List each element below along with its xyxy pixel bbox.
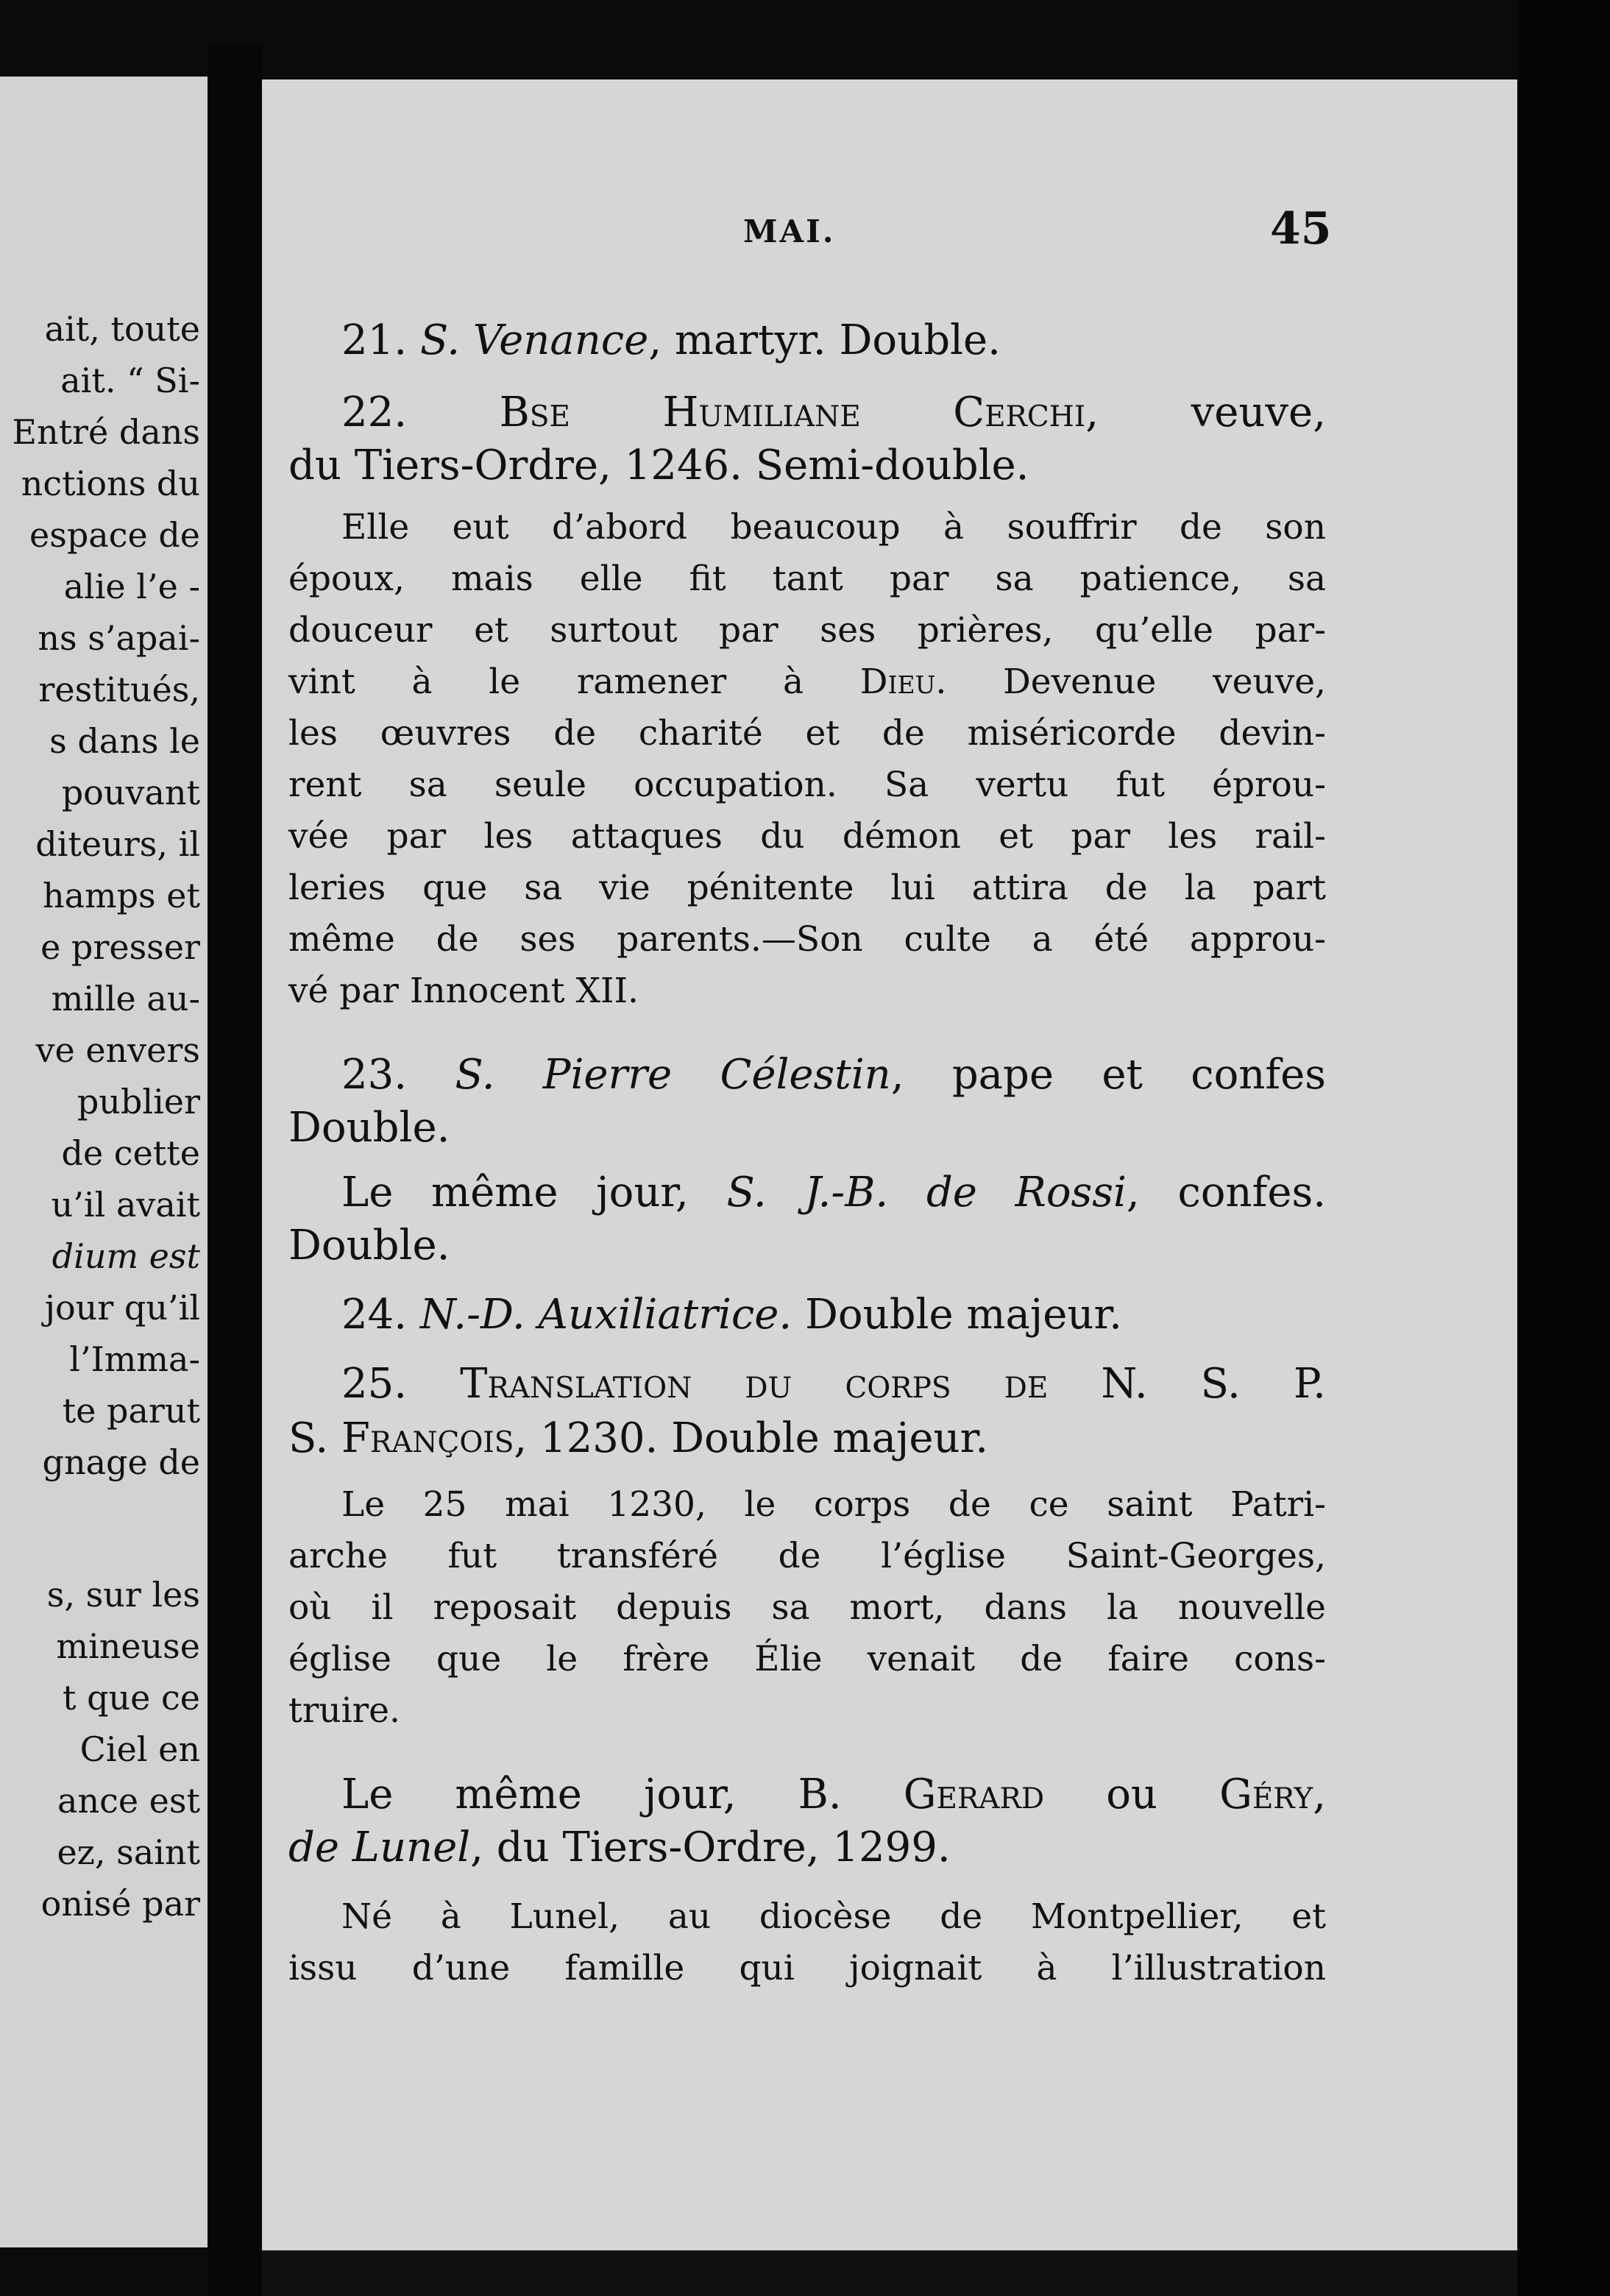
left-page-line: restitués, bbox=[38, 670, 200, 709]
text-segment: N. S. P. bbox=[1048, 1360, 1326, 1408]
entry-22-title bbox=[288, 387, 1326, 439]
left-page-line: pouvant bbox=[61, 773, 200, 812]
entry-number: 21. bbox=[341, 316, 408, 364]
entry-number: 24. bbox=[341, 1291, 408, 1339]
text-segment: Le même jour, B. bbox=[341, 1771, 904, 1818]
running-title: MAI. bbox=[743, 213, 836, 249]
left-page-line: diteurs, il bbox=[35, 824, 200, 864]
entry-23-rank: Double. bbox=[288, 1104, 450, 1152]
left-page-line: ait, toute bbox=[44, 309, 200, 349]
entry-descriptor: , veuve, bbox=[1085, 389, 1326, 436]
left-page-line: mille au- bbox=[51, 979, 200, 1018]
saint-name: Bse Humiliane Cerchi bbox=[499, 389, 1086, 436]
entry-21 bbox=[288, 315, 1326, 366]
left-page-line: u’il avait bbox=[51, 1185, 200, 1225]
page-number: 45 bbox=[1270, 203, 1332, 255]
left-page-line: espace de bbox=[29, 515, 200, 555]
entry-22-text-line: même de ses parents.—Son culte a été approu- bbox=[288, 919, 1326, 960]
saint-name: S. Venance bbox=[419, 316, 649, 364]
left-page-line: ait. “ Si- bbox=[60, 361, 200, 400]
entry-number: 25. bbox=[341, 1360, 408, 1408]
entry-25-text-line: église que le frère Élie venait de faire cons- bbox=[288, 1639, 1326, 1679]
left-page-line: de cette bbox=[61, 1133, 200, 1173]
entry-descriptor: , pape et confes bbox=[890, 1051, 1326, 1099]
left-facing-page bbox=[0, 77, 208, 2247]
entry-25-text-line: où il reposait depuis sa mort, dans la nouvelle bbox=[288, 1587, 1326, 1628]
left-page-line: mineuse bbox=[56, 1626, 200, 1666]
left-page-line: ve envers bbox=[35, 1030, 200, 1070]
entry-25-text-line: truire. bbox=[288, 1690, 400, 1731]
entry-24 bbox=[288, 1289, 1326, 1341]
text-segment: Le même jour, bbox=[341, 1169, 727, 1216]
entry-rank: , 1230. Double majeur. bbox=[514, 1414, 988, 1462]
left-page-line: jour qu’il bbox=[44, 1288, 200, 1328]
gerard-title bbox=[288, 1769, 1326, 1821]
text-segment: , bbox=[1313, 1771, 1326, 1818]
left-page-line: l’Imma- bbox=[69, 1339, 200, 1379]
left-page-line: hamps et bbox=[42, 876, 200, 915]
place-name: de Lunel bbox=[288, 1824, 471, 1871]
saint-name: S. J.-B. de Rossi bbox=[726, 1169, 1127, 1216]
left-page-line: s, sur les bbox=[46, 1575, 200, 1615]
entry-25-title bbox=[288, 1358, 1326, 1410]
entry-23-same-day-rank: Double. bbox=[288, 1222, 450, 1269]
entry-22-text-line: Elle eut d’abord beaucoup à souffrir de son bbox=[341, 507, 1326, 548]
feast-title: Translation du corps de bbox=[460, 1360, 1049, 1408]
entry-descriptor: , confes. bbox=[1126, 1169, 1326, 1216]
entry-25-text-line: arche fut transféré de l’église Saint-Georges, bbox=[288, 1536, 1326, 1576]
entry-23-title bbox=[288, 1049, 1326, 1101]
left-page-line: te parut bbox=[62, 1391, 200, 1431]
text-segment: ou bbox=[1044, 1771, 1220, 1818]
saint-name: François bbox=[341, 1414, 514, 1462]
left-page-line: s dans le bbox=[49, 721, 200, 761]
saint-name: Gerard bbox=[903, 1771, 1045, 1818]
saint-name-alt: Géry bbox=[1219, 1771, 1313, 1818]
text-segment: S. bbox=[288, 1414, 341, 1462]
entry-22-text-line: vée par les attaques du démon et par les rail- bbox=[288, 816, 1326, 857]
left-page-line: dium est bbox=[52, 1236, 200, 1276]
entry-22-rank: du Tiers-Ordre, 1246. Semi-double. bbox=[288, 442, 1029, 489]
left-page-line: ez, saint bbox=[57, 1832, 200, 1872]
text-segment: . Devenue veuve, bbox=[935, 662, 1326, 702]
left-page-line: ance est bbox=[57, 1781, 200, 1821]
gerard-text-line: Né à Lunel, au diocèse de Montpellier, et bbox=[341, 1896, 1326, 1937]
entry-22-text-line: les œuvres de charité et de miséricorde devin- bbox=[288, 713, 1326, 754]
entry-rank: , martyr. Double. bbox=[648, 316, 1001, 364]
entry-22-text-line: vé par Innocent XII. bbox=[288, 971, 639, 1011]
left-page-line: publier bbox=[77, 1082, 200, 1122]
entry-22-text-line: époux, mais elle fit tant par sa patience, sa bbox=[288, 559, 1326, 599]
entry-22-text-line: leries que sa vie pénitente lui attira de la part bbox=[288, 868, 1326, 908]
saint-name: S. Pierre Célestin bbox=[455, 1051, 891, 1099]
divine-name: Dieu bbox=[859, 662, 936, 702]
entry-22-text-line bbox=[288, 656, 1326, 708]
left-page-line: nctions du bbox=[21, 464, 200, 503]
saint-name: N.-D. Auxiliatrice. bbox=[419, 1291, 792, 1339]
entry-22-text-line: douceur et surtout par ses prières, qu’elle par- bbox=[288, 610, 1326, 651]
left-page-line: alie l’e - bbox=[63, 567, 200, 606]
scan-border-bottom bbox=[262, 2250, 1517, 2296]
left-page-line: onisé par bbox=[40, 1884, 200, 1924]
entry-22-text-line: rent sa seule occupation. Sa vertu fut éprou- bbox=[288, 765, 1326, 805]
left-page-line: Ciel en bbox=[79, 1729, 200, 1769]
entry-number: 23. bbox=[341, 1051, 408, 1099]
gerard-rank bbox=[288, 1822, 1326, 1874]
text-segment: , du Tiers-Ordre, 1299. bbox=[470, 1824, 951, 1871]
entry-number: 22. bbox=[341, 389, 408, 436]
entry-25-rank bbox=[288, 1413, 1326, 1464]
text-segment: vint à le ramener à bbox=[288, 662, 860, 702]
entry-25-text-line: Le 25 mai 1230, le corps de ce saint Patri- bbox=[341, 1484, 1326, 1525]
left-page-line: e presser bbox=[40, 927, 200, 967]
left-page-line: Entré dans bbox=[12, 412, 200, 452]
entry-23-same-day bbox=[288, 1167, 1326, 1219]
left-page-line: gnage de bbox=[42, 1442, 200, 1482]
book-gutter bbox=[208, 44, 262, 2296]
gerard-text-line: issu d’une famille qui joignait à l’illustration bbox=[288, 1948, 1326, 1988]
left-page-line: ns s’apai- bbox=[38, 618, 200, 658]
left-page-line: t que ce bbox=[62, 1678, 200, 1718]
scan-border bbox=[1517, 0, 1610, 2296]
entry-rank: Double majeur. bbox=[792, 1291, 1122, 1339]
